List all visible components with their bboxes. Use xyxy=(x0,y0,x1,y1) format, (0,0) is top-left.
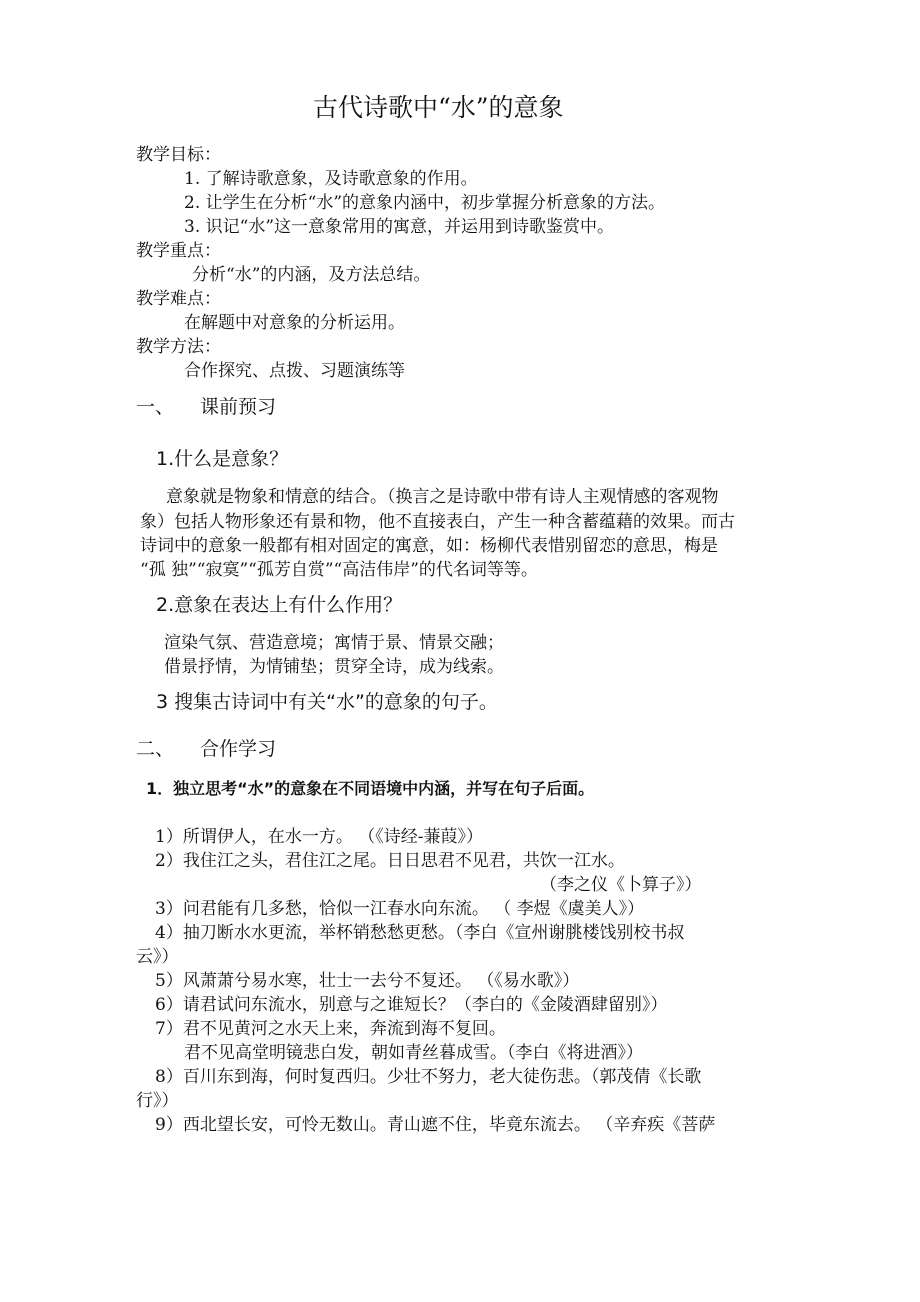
poem-line-1: 1）所谓伊人，在水一方。 （《诗经-蒹葭》） xyxy=(155,827,483,847)
section-2-heading xyxy=(136,737,276,761)
poem-line-6: 6）请君试问东流水，别意与之谁短长？（李白的《金陵酒肆留别》） xyxy=(155,995,668,1015)
key-points-label: 教学重点： xyxy=(136,241,221,261)
section-1-title: 课前预习 xyxy=(200,396,277,418)
poem-line-9: 9）西北望长安，可怜无数山。青山遮不住，毕竟东流去。 （辛弃疾《菩萨 xyxy=(155,1115,716,1135)
key-points-text: 分析“水”的内涵，及方法总结。 xyxy=(192,265,431,285)
methods-text: 合作探究、点拨、习题演练等 xyxy=(184,361,405,381)
answer-1-line-3: 诗词中的意象一般都有相对固定的寓意，如：杨柳代表惜别留恋的意思，梅是 xyxy=(140,536,718,556)
question-2: 2.意象在表达上有什么作用？ xyxy=(156,594,403,616)
answer-1-line-4: “孤 独”“寂寞”“孤芳自赏”“高洁伟岸”的代名词等等。 xyxy=(140,560,538,580)
poem-line-2: 2）我住江之头，君住江之尾。日日思君不见君，共饮一江水。 xyxy=(155,851,625,871)
poem-line-7: 7）君不见黄河之水天上来，奔流到海不复回。 xyxy=(155,1019,506,1039)
difficulties-label: 教学难点： xyxy=(136,289,221,309)
poem-line-2-source: （李之仪《卜算子》） xyxy=(540,875,702,895)
objective-item-3: 3. 识记“水”这一意象常用的寓意，并运用到诗歌鉴赏中。 xyxy=(184,217,615,237)
task-1-instruction: 1．独立思考“水”的意象在不同语境中内涵，并写在句子后面。 xyxy=(146,779,595,798)
question-3: 3 搜集古诗词中有关“水”的意象的句子。 xyxy=(156,691,498,713)
section-1-number: 一、 xyxy=(136,396,175,418)
poem-line-8: 8）百川东到海，何时复西归。少壮不努力，老大徒伤悲。（郭茂倩《长歌 xyxy=(155,1067,702,1087)
poem-line-7-cont: 君不见高堂明镜悲白发，朝如青丝暮成雪。（李白《将进酒》） xyxy=(184,1043,643,1063)
section-2-title: 合作学习 xyxy=(200,738,277,760)
difficulties-text: 在解题中对意象的分析运用。 xyxy=(184,313,405,333)
objective-item-2: 2. 让学生在分析“水”的意象内涵中，初步掌握分析意象的方法。 xyxy=(184,193,666,213)
poem-line-5: 5）风萧萧兮易水寒，壮士一去兮不复还。 （《易水歌》） xyxy=(155,971,580,991)
answer-2-line-2: 借景抒情，为情铺垫；贯穿全诗，成为线索。 xyxy=(164,657,504,677)
methods-label: 教学方法： xyxy=(136,337,221,357)
objective-item-1: 1. 了解诗歌意象，及诗歌意象的作用。 xyxy=(184,169,478,189)
poem-line-4-cont: 云》） xyxy=(136,947,179,967)
question-1: 1.什么是意象？ xyxy=(156,448,289,470)
objectives-label: 教学目标： xyxy=(136,145,221,165)
section-1-heading xyxy=(136,395,276,419)
poem-line-8-cont: 行》） xyxy=(136,1091,179,1111)
answer-2-line-1: 渲染气氛、营造意境；寓情于景、情景交融； xyxy=(164,633,504,653)
section-2-number: 二、 xyxy=(136,738,175,760)
answer-1-line-1: 意象就是物象和情意的结合。（换言之是诗歌中带有诗人主观情感的客观物 xyxy=(166,487,719,507)
poem-line-4: 4）抽刀断水水更流，举杯销愁愁更愁。（李白《宣州谢朓楼饯别校书叔 xyxy=(155,923,685,943)
answer-1-line-2: 象）包括人物形象还有景和物，他不直接表白，产生一种含蓄蕴藉的效果。而古 xyxy=(140,512,735,532)
page-title: 古代诗歌中“水”的意象 xyxy=(313,93,564,122)
poem-line-3: 3）问君能有几多愁，恰似一江春水向东流。 （ 李煜《虞美人》） xyxy=(155,899,645,919)
